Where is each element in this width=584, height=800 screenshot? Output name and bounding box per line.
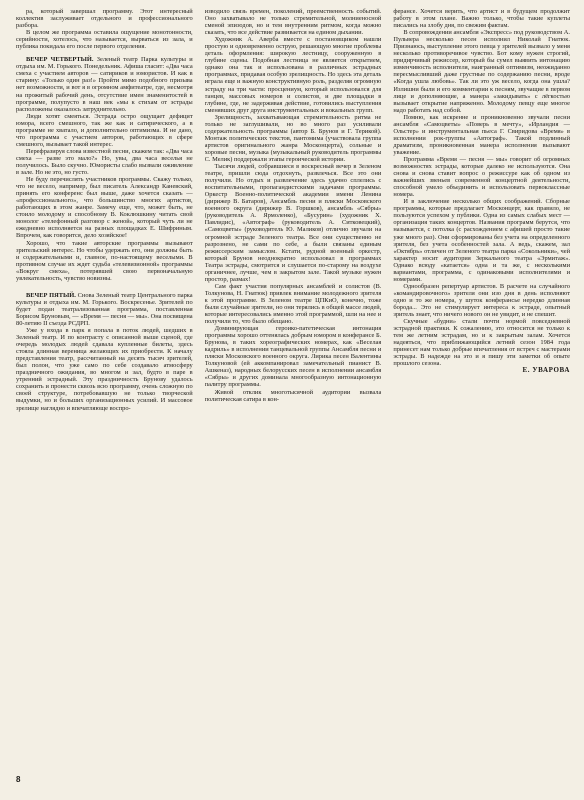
body-paragraph: Однообразен репертуар артистов. В расчете на случайного «командировочного» зрителя они изо дня в день исполняют одно и то же номера, у шуток конферансье нередко длинная борода... Это не стимулирует интереса к эстраде, опытный зритель знает, что ничего нового он не увидит, и не спешит.	[393, 282, 570, 319]
body-paragraph: Люди хотят смеяться. Эстрада остро ощущает дефицит юмора, всего смешного, так же как и сатирического, а в программе не хватало, и дополнительно оптимизма. И не дано, что программа с участием авторов, работающих в сфере смешного, вызывает такой интерес.	[16, 112, 193, 148]
body-paragraph: Помню, как искренне и проникновенно звучали песни ансамбля «Самоцветы» «Поверь в мечту», «Ирландия — Ольстер» и инструментальная пьеса Г. Свиридова «Время» в исполнении рок-группы «Автограф». Такой подлинный драматизм, проникновенная манера исполнения вызывают уважение.	[393, 113, 570, 156]
section-lead-text: Зеленый театр Парка культуры и отдыха им. М. Горького. Понедельник. Афиша гласит: «Два часа смеха с участием авторов — сатириков и юмористов. И как в старину: «Только один раз!» Пройти мимо подобного призыва нет возможности, и вот я в огромном амфитеатре, где, несмотря на прожитый рабочий день, отсутствие имен знаменитостей в программе, полупусто в наш век «мы к стихам от эстрады расположены оказалось затруднительно.	[16, 56, 193, 113]
body-paragraph: Программа «Время — песня — мы» говорит об огромных возможностях эстрады, которые далеко не используются. Она снова и снова ставит вопрос о режиссуре как об одном из важнейших звеньев современной концертной деятельности, способной умело объединить и использовать первоклассные номера.	[393, 155, 570, 199]
body-paragraph: Не буду перечислять участников программы. Скажу только, что не весело, например, был писатель Александр Каневский, принять его конференс был выше, даже хочется сказать — «профессионального», что большинство многих артистов, работающих в этом жанре. Замечу еще, что, может быть, не стоило молодому и способному В. Коклюшкину читать свой монолог «телефонный разговор с женой», который чуть ли не ежедневно исполняется на разных площадках Е. Шифриным. Впрочем, как говорится, дело хозяйское!	[16, 176, 193, 240]
section-lead-paragraph	[16, 56, 193, 112]
body-paragraph: ра, который завершал программу. Этот интересный коллектив заслуживает отдельного и профессионального разбора.	[16, 8, 193, 30]
body-paragraph: Скучные «будни» стали почти нормой повседневной эстрадной практики. К сожалению, это относится не только к тем же летним эстрадам, но и к закрытым залам. Хочется надеяться, что приближающийся летний сезон 1984 года принесет нам только добрые впечатления от встреч с мастерами эстрады. В надежде на это и я пишу эти заметки об опыте прошлого сезона.	[393, 318, 570, 368]
body-paragraph: В сопровождении ансамбля «Экспресс» под руководством А. Пульвера несколько песен исполнил Николай Гнатюк. Признаюсь, выступление этого певца у зрителей вызвало у меня несколько противоречивое чувство. Бот кому нужен строгий, придирчивый режиссер, который бы сумел выявить интонацию изменчивость исполнителя, наигранный оптимизм, неожиданно пересмысливший даже грустные по содержанию песни, вроде «Когда ушла любовь». Так ли это уж весело, когда она ушла? Излишни были и его комментарии к песням, звучащие в первом лице и дополняющие, а манера «закидывать» с лёгкостью вызывает открытие напряженно. Молодому певцу еще многое надо работать над собой.	[393, 29, 570, 114]
body-paragraph: И в заключение несколько общих соображений. Сборные программы, которые предлагает Москонцерт, как правило, не пользуются успехом у публики. Одна из самых слабых мест — организация таких концертов. Названия программ берутся, что называется, с потолка (с расхождением с афишей просто такие уже много раз). Они сформированы без учета на определенного зрителя, без учета особенностей зала. А ведь, скажем, зал «Октябрь» отличен от Зеленого театра парка «Сокольники», чей характер носит аудитория Зеркального театра «Эрмитаж». Однако всюду «катается» одна и та же, с несколькими вариантами, программа, с одинаковыми исполнителями и номерами.	[393, 198, 570, 283]
body-paragraph: Сам факт участия популярных ансамблей и солистов (В. Толкунова, Н. Гнатюк) привлек внимание молодежного зрителя к этой программе. В Зеленом театре ЦПКиО, конечно, тоже были случайные зрители, но они терялись в общей массе людей, которые интересовались именно этой программой, шли на нее и получили то, что было обещано.	[204, 282, 382, 326]
body-paragraph: Перефразируя слова известной песни, скажем так: «Два часа смеха — разве это мало?» Но, увы, два часа веселья не получилось. Было скучно. Юмористы слабо вызвали оживление в зале. Но не это, но густо.	[16, 147, 193, 177]
body-paragraph: Тысячи людей, собравшиеся в воскресный вечер в Зеленом театре, пришли сюда отдохнуть, развлечься. Все это они получили. Но отдых и развлечение здесь удачно сплелись с воспитательными, пропагандистскими задачами программы. Оркестр Военно-политической академии имени Ленина (дирижер В. Батаров), Ансамбль песни и пляски Московского военного округа (дирижер В. Горшков), ансамбль «Сябры» (руководитель А. Ярмоленко), «Бусурин» (художник Х. Павлидис), «Автограф» (руководитель А. Ситковецкий), «Самоцветы» (руководитель Ю. Маликов) отлично звучали на огромной эстраде Зеленого театра. Все они существенно не разрознено, не сами по себе, а были связаны единым режиссерским замыслом. Кстати, рудной военный оркестр, который Брунов неоднократно использовал в программах Театра эстрады, смотрится и слушается по-старому на воздухе органичнее, лучше, чем в закрытом зале. Такой музыке нужен простор, размах!	[204, 163, 382, 283]
body-paragraph: Доминирующая героико-патетическая интонация программы хорошо оттенялась добрым юмором в конферансе Б. Брунова, в таких хореографических номерах, как «Веселая кадриль» в исполнении танцевальной группы Ансамбля песни и пляски Московского военного округа. Лирика песен Валентины Толкуновой (ей аккомпанировал замечательный пианист В. Ашкеназ), народных белорусских песен в исполнении ансамбля «Сябры» и других доминала многообразную интонационную палитру программы.	[204, 325, 382, 389]
page-number: 8	[16, 775, 21, 784]
body-paragraph: изводило связь времен, поколений, преемственность событий. Оно захватывало не только стремительной, молниеносной сменой эпизодов, но и тем внутренним ритмом, когда можно сказать, что все действие развивается на едином дыхании.	[204, 8, 382, 37]
body-paragraph: В целом же программа оставила ощущение монотонности, серийности, хотелось, что называется, вырваться из зала, и публика покидала его после первого отделения.	[16, 29, 193, 51]
section-lead-paragraph	[16, 292, 193, 327]
column-middle	[205, 8, 382, 764]
body-paragraph: Художник А. Аверба вместе с постановщиком нашли простую и одновременно острую, решающую многие проблемы деталь оформления: широкую лестницу, сооруженную в глубине сцены. Подобная лестница не является открытием, однако она так и использована в различных эстрадных программах, придавая особую зрелищность. Но здесь эта деталь играла еще и важную конструктивную роль, разделяя огромную эстраду на три части: просцениум, который использовался для танцев, массовых номеров и солистов, и две площадки в глубине, где, не задерживая действие, готовились выступления сменявших друг друга инструментальных и вокальных групп.	[204, 36, 382, 114]
body-paragraph: ферансе. Хочется верить, что артист и в будущем продолжит работу в этом плане. Важно только, чтобы такие куплеты писались на злобу дня, по свежим фактам.	[393, 8, 570, 30]
section-heading: ВЕЧЕР ЧЕТВЕРТЫЙ.	[26, 56, 94, 64]
section-lead-text: Снова Зеленый театр Центрального парка культуры и отдыха им. М. Горького. Воскресенье. Зрителей по будет подан театрализованная программа, поставленная Борисом Бруновым, — «Время — песня — мы». Она посвящена 80-летию II съезда РСДРП.	[16, 291, 193, 327]
body-paragraph: Живой отклик многотысячной аудитории вызвала политическая сатира в кон-	[204, 388, 382, 403]
author-signature: Е. УВАРОВА	[522, 366, 570, 375]
column-left	[16, 8, 193, 764]
article-body	[16, 8, 570, 764]
section-gap	[16, 282, 193, 292]
column-right	[393, 8, 570, 764]
body-paragraph: Хорошо, что такие авторские программы вызывают зрительский интерес. Но чтобы удержать его, они должны быть и содержательными и, главное, по-настоящему веселыми. В противном случае их ждет судьба «телевизионной» программы «Вокруг смеха», потерявшей свою первоначальную увлекательность, чувство новизны.	[16, 239, 193, 282]
section-heading: ВЕЧЕР ПЯТЫЙ.	[26, 291, 76, 299]
body-paragraph: Зрелищность, захватывающая стремительность ритма не только не заглушивали, но во много раз усиливали содержательность программы (автор Б. Брунов и Г. Терикой). Монтаж политических текстов, пантомима (участвовала группа артистов оригинального жанра Москонцерта), сольные и хоровые песни, музыка (музыкальный руководитель программы С. Мелик) поддержали этапы героической истории.	[204, 113, 382, 163]
body-paragraph: Уже у входа в парк я попала в поток людей, шедших в Зеленый театр. И по контрасту с описанной выше сценой, где очередь молодых людей сдавала купленные билеты, здесь стояла длинная вереница желающих их приобрести. К началу представления театр, рассчитанный на десять тысяч зрителей, был полон, что уже само по себе создавало атмосферу праздничного ожидания, во многом и зал, будто в паре в утренний эстрадный. Эту праздничность Брунову удалось сохранить и пронести сквозь всю программу, очень сложную по своей структуре, потребовавшую не только творческой выдумки, но и больших организационных усилий. И массовое зрелище наглядно и впечатляюще воспро-	[16, 327, 193, 412]
